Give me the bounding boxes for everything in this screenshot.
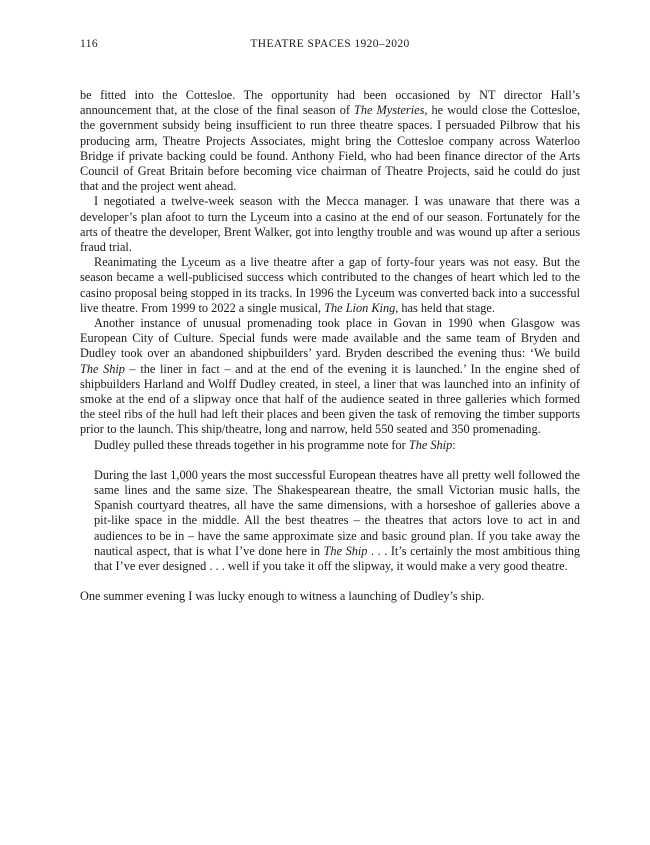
quote-text: . . . It’s certainly the most ambitious thing that I’ve ever designed . . . well if you take it off the slipway, it would make a very good theatre. [94,543,580,574]
block-quote [94,468,580,574]
paragraph [80,194,580,255]
italic-title: The Ship [408,437,453,452]
paragraph-text: : [452,437,456,452]
body-text [80,88,580,453]
paragraph [80,589,580,604]
running-head [80,38,580,54]
book-page [80,38,580,605]
italic-title: The Lion King [324,300,396,315]
paragraph [80,438,580,453]
closing-paragraph [80,589,580,604]
paragraph-text: One summer evening I was lucky enough to witness a launching of Dudley’s ship. [80,589,485,604]
paragraph-text: Dudley pulled these threads together in his programme note for [94,437,409,452]
paragraph-text: Another instance of unusual promenading took place in Govan in 1990 when Glasgow was European City of Culture. Special funds were made available and the same team of Bryden and Dudley took over an abandoned shipbuilders’ yard. Bryden described the evening thus: ‘We build [80,316,580,361]
paragraph [80,88,580,194]
italic-title: The Mysteries [354,103,425,118]
paragraph [80,255,580,316]
paragraph [80,316,580,438]
paragraph-text: Reanimating the Lyceum as a live theatre after a gap of forty-four years was not easy. But the season became a well-publicised success which contributed to the changes of heart which led to the casino proposal being stopped in its tracks. In 1996 the Lyceum was converted back into a successful live theatre. From 1999 to 2022 a single musical, [80,255,580,315]
page-number: 116 [80,38,99,50]
paragraph-text: – the liner in fact – and at the end of the evening it is launched.’ In the engine shed of shipbuilders Harland and Wolff Dudley created, in steel, a liner that was launched into an infinity of smoke at the end of a slipway once that half of the audience seated in three galleries which formed the steel ribs of the hull had left their places and been given the task of removing the timber supports prior to the launch. This ship/theatre, long and narrow, held 550 seated and 350 promenading. [80,361,580,437]
quote-text: During the last 1,000 years the most successful European theatres have all pretty well followed the same lines and the same size. The Shakespearean theatre, the small Victorian music halls, the Spanish courtyard theatres, all have the same dimensions, with a horseshoe of galleries above a pit-like space in the middle. All the best theatres – the theatres that actors love to act in and audiences to be in – have the same approximate size and basic ground plan. If you take away the nautical aspect, that is what I’ve done here in [94,467,580,558]
running-title: THEATRE SPACES 1920–2020 [250,38,410,50]
paragraph-text: , has held that stage. [395,300,495,315]
italic-title: The Ship [80,361,125,376]
paragraph-text: , he would close the Cottesloe, the government subsidy being insufficient to run three theatre spaces. I persuaded Pilbrow that his producing arm, Theatre Projects Associates, might bring the Cottesloe company across Waterloo Bridge if private backing could be found. Anthony Field, who had been finance director of the Arts Council of Great Britain before becoming vice chairman of Theatre Projects, said he could do just that and the project went ahead. [80,103,581,194]
paragraph-text: I negotiated a twelve-week season with the Mecca manager. I was unaware that there was a developer’s plan afoot to turn the Lyceum into a casino at the end of our season. Fortunately for the arts of theatre the developer, Brent Walker, got into lengthy trouble and was wound up after a serious fraud trial. [80,194,580,255]
italic-title: The Ship [323,543,368,558]
paragraph-text: be fitted into the Cottesloe. The opportunity had been occasioned by NT director Hall’s announcement that, at the close of the final season of [80,88,580,118]
quote-paragraph [94,468,580,574]
